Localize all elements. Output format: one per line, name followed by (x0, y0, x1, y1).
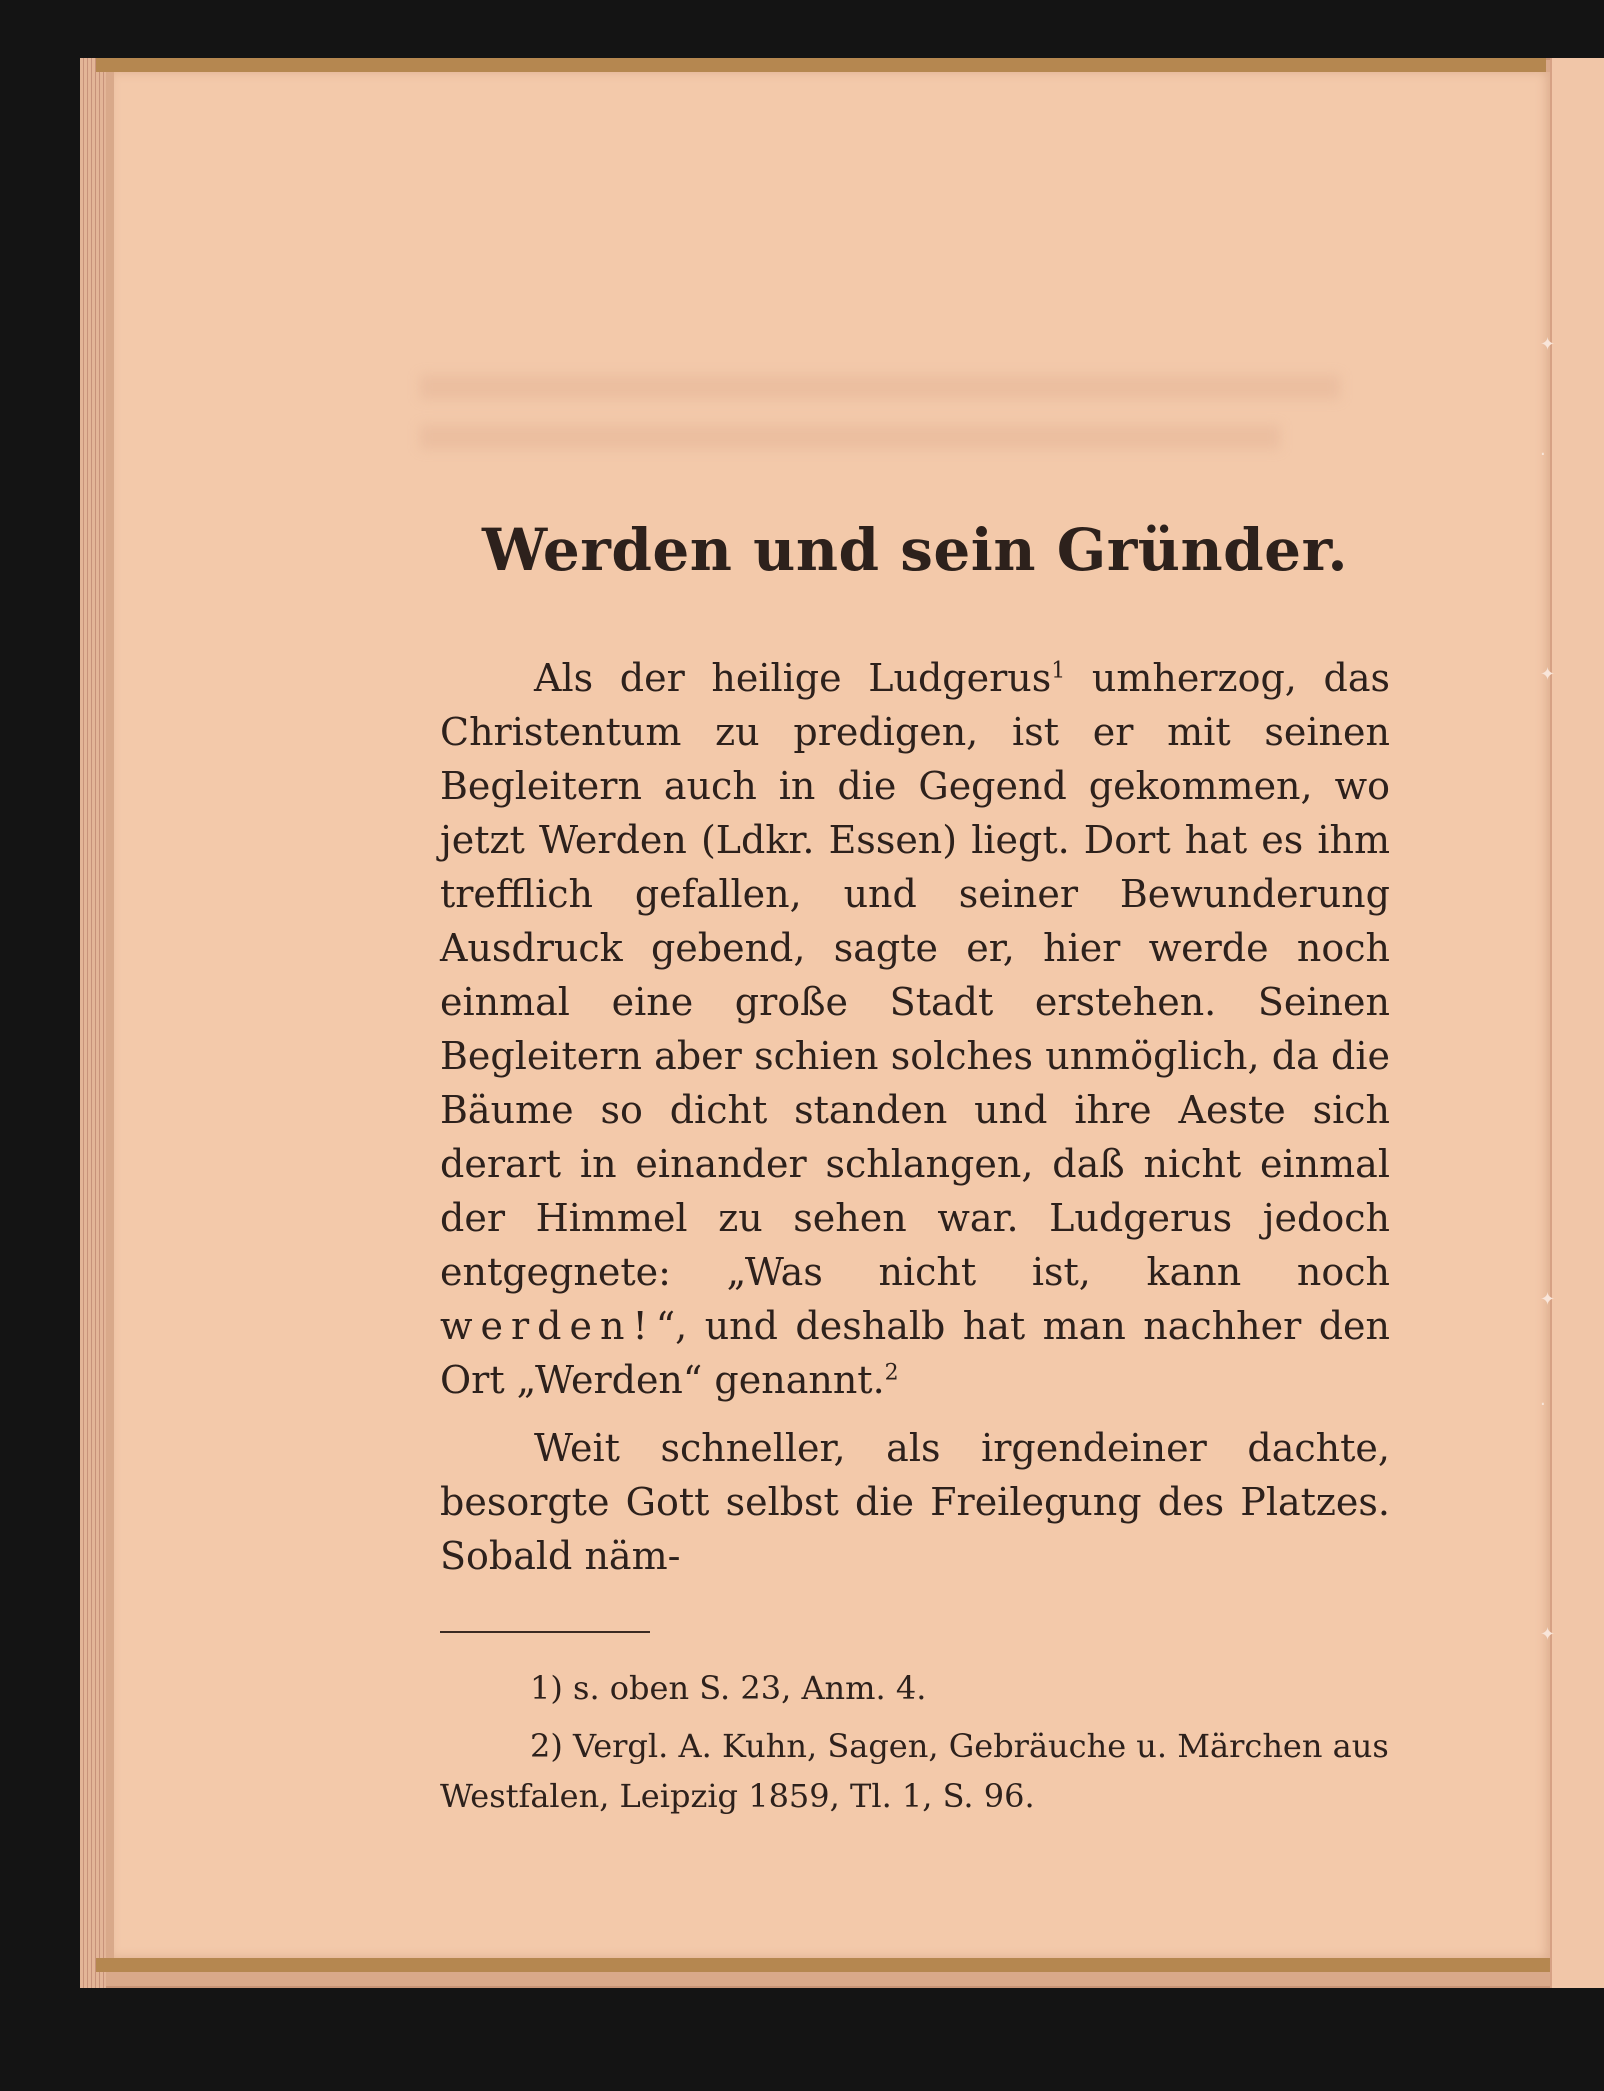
footnote-ref-1: 1 (1051, 658, 1066, 684)
footnote-1: 1) s. oben S. 23, Anm. 4. (530, 1669, 927, 1707)
footnote-ref-2: 2 (884, 1360, 899, 1386)
cover-edge-bottom (96, 1958, 1556, 1972)
binding-stitch-icon: ✦ (1540, 664, 1556, 685)
footnote-divider (440, 1631, 650, 1633)
paragraph-1-end: “, und deshalb hat man nachher den Ort „Werden“ genannt. (440, 1304, 1390, 1402)
binding-stitch-icon: ✦ (1540, 1624, 1556, 1645)
binding-stitch-icon: · (1540, 444, 1546, 465)
page-edges (80, 58, 106, 1988)
paragraph-1-start: Als der heilige Ludgerus (534, 656, 1052, 700)
paragraph-2: Weit schneller, als irgendeiner dachte, besorgte Gott selbst die Freilegung des Platzes. Sobald näm- (440, 1426, 1390, 1578)
binding-stitch-icon: ✦ (1540, 334, 1556, 355)
cover-edge-top (96, 58, 1546, 72)
binding-stitch-icon: ✦ (1540, 1289, 1556, 1310)
chapter-title: Werden und sein Gründer. (481, 516, 1349, 584)
paragraph-1-middle: umherzog, das Christentum zu predigen, ist er mit seinen Begleitern auch in die Gegend gekommen, wo jetzt Werden (Ldkr. Essen) liegt. Dort hat es ihm trefflich gefallen, und seiner Bewunderung Ausdruck gebend, sagte er, hier werde noch einmal eine große Stadt erstehen. Seinen Begleitern aber schien solches unmöglich, da die Bäume so dicht standen und ihre Aeste sich derart in einander schlangen, daß nicht einmal der Himmel zu sehen war. Ludgerus jedoch entgegnete: „Was nicht ist, kann noch (440, 656, 1390, 1294)
page-content (440, 515, 1390, 1829)
footnote-2: 2) Vergl. A. Kuhn, Sagen, Gebräuche u. Märchen aus Westfalen, Leipzig 1859, Tl. 1, S. 96. (440, 1727, 1389, 1815)
emphasized-word: werden! (440, 1304, 656, 1348)
show-through-text (420, 425, 1280, 449)
show-through-text (420, 375, 1340, 399)
paragraph-1 (440, 651, 1390, 1407)
binding-stitch-icon: · (1540, 1394, 1546, 1415)
